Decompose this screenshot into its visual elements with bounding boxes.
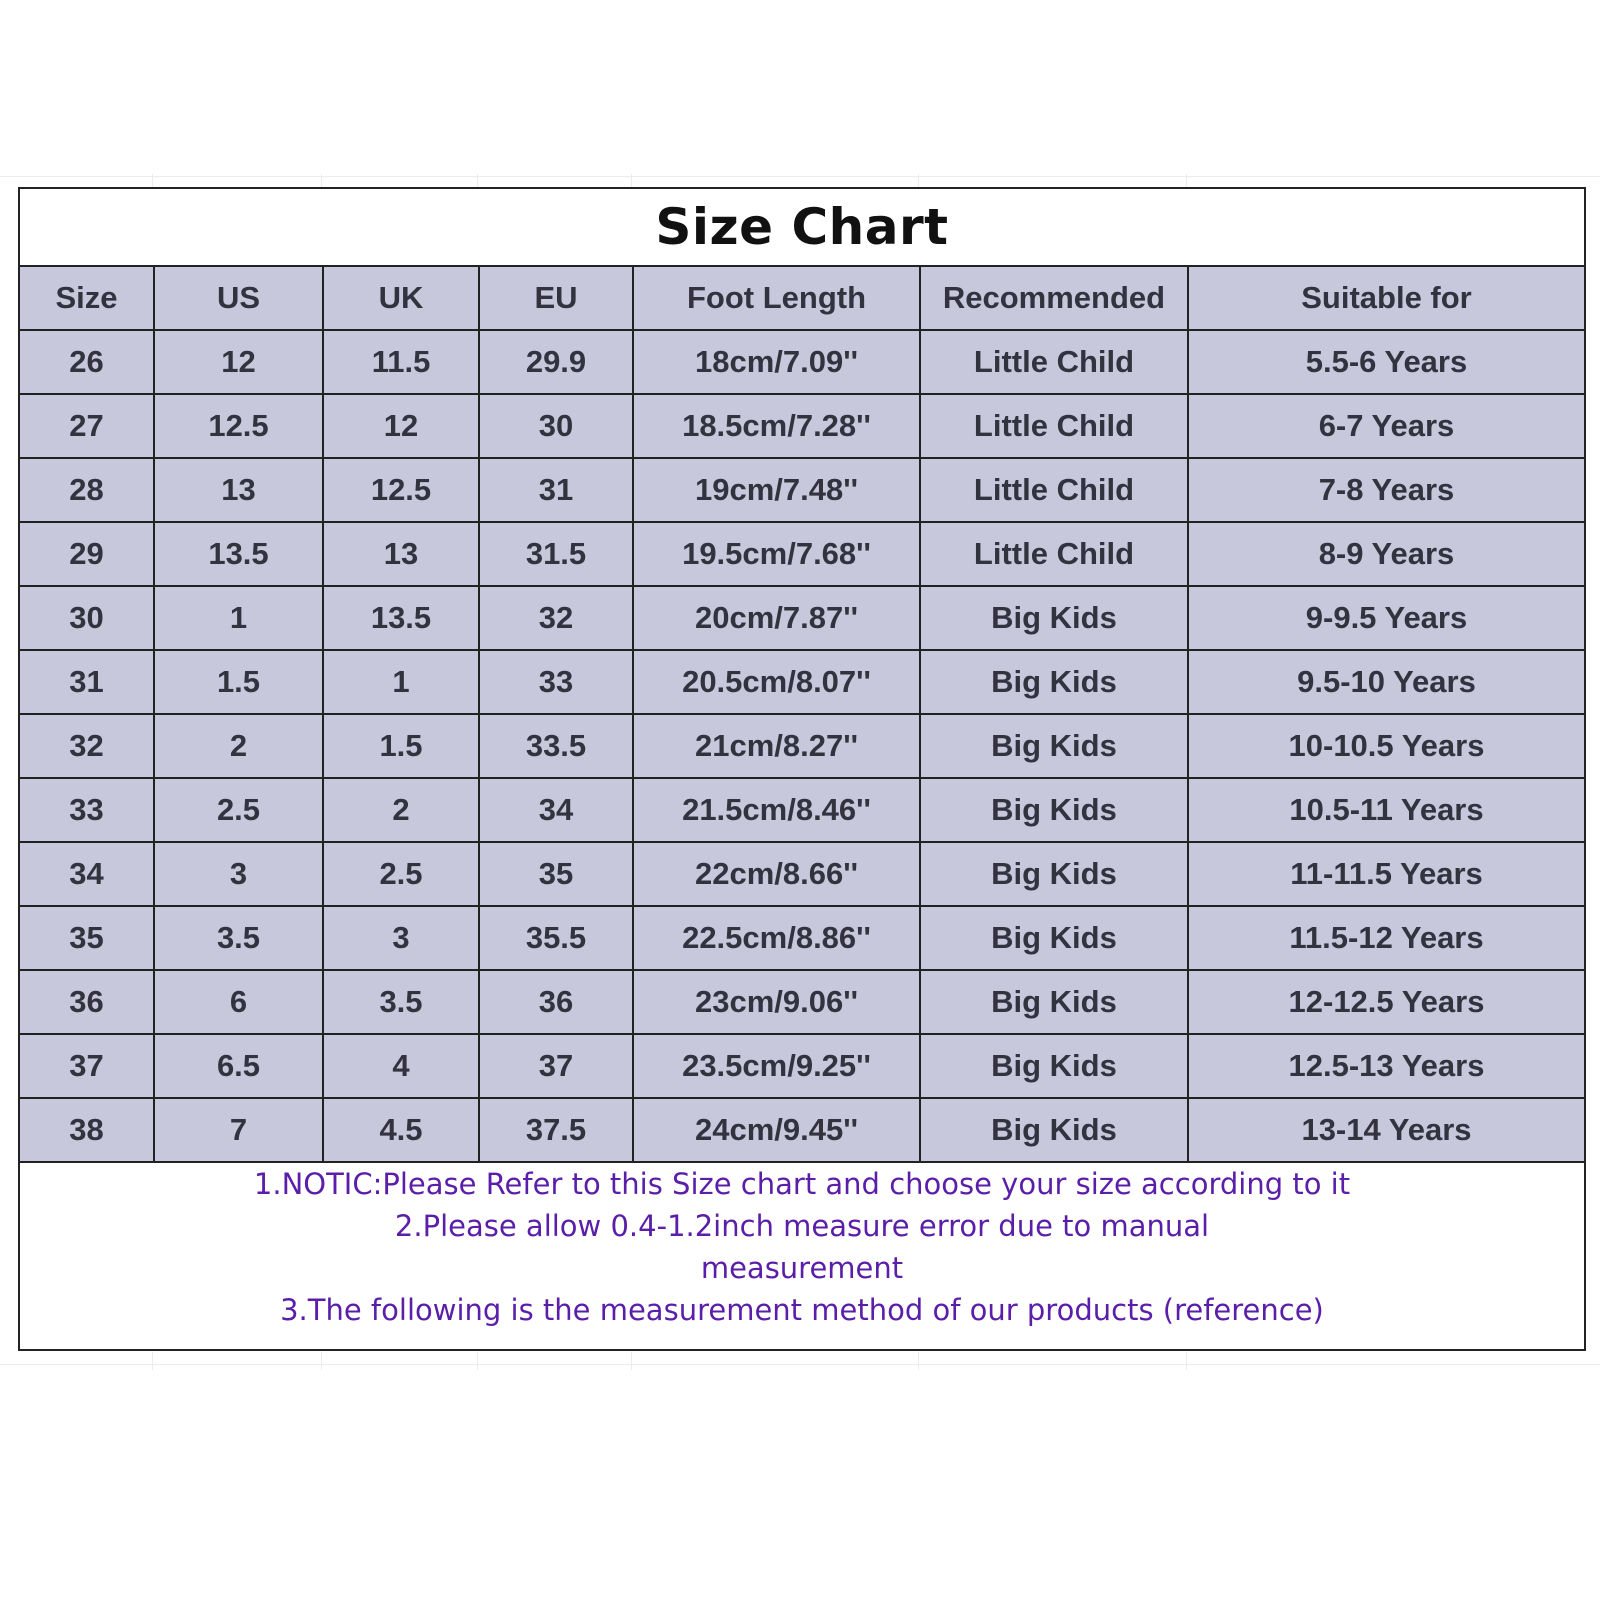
column-header: EU	[479, 267, 633, 330]
header-row	[20, 267, 1584, 330]
grid-line	[321, 1352, 322, 1370]
table-cell: 12-12.5 Years	[1188, 970, 1584, 1034]
table-cell: Big Kids	[920, 586, 1188, 650]
table-cell: Big Kids	[920, 714, 1188, 778]
column-header: Foot Length	[633, 267, 920, 330]
size-chart	[18, 187, 1586, 1351]
grid-line	[918, 174, 919, 188]
table-cell: 7-8 Years	[1188, 458, 1584, 522]
table-cell: 31	[20, 650, 154, 714]
table-cell: 32	[20, 714, 154, 778]
table-cell: 13.5	[323, 586, 479, 650]
table-cell: 21cm/8.27''	[633, 714, 920, 778]
table-cell: 33.5	[479, 714, 633, 778]
grid-line	[631, 1352, 632, 1370]
table-cell: 1.5	[154, 650, 323, 714]
grid-line	[0, 176, 1600, 177]
table-cell: 13	[154, 458, 323, 522]
table-cell: 3	[323, 906, 479, 970]
table-cell: Big Kids	[920, 970, 1188, 1034]
table-cell: 10-10.5 Years	[1188, 714, 1584, 778]
table-cell: Big Kids	[920, 1034, 1188, 1098]
table-row	[20, 842, 1584, 906]
table-cell: 2	[154, 714, 323, 778]
table-cell: 21.5cm/8.46''	[633, 778, 920, 842]
table-row	[20, 330, 1584, 394]
table-row	[20, 522, 1584, 586]
size-table	[20, 267, 1584, 1163]
table-cell: 27	[20, 394, 154, 458]
table-cell: Little Child	[920, 458, 1188, 522]
table-cell: 4.5	[323, 1098, 479, 1162]
table-cell: 9-9.5 Years	[1188, 586, 1584, 650]
table-cell: 33	[479, 650, 633, 714]
grid-line	[152, 174, 153, 188]
table-row	[20, 1098, 1584, 1162]
grid-line	[152, 1352, 153, 1370]
table-cell: 36	[479, 970, 633, 1034]
column-header: US	[154, 267, 323, 330]
grid-line	[918, 1352, 919, 1370]
table-cell: Big Kids	[920, 778, 1188, 842]
table-row	[20, 458, 1584, 522]
table-cell: 12	[154, 330, 323, 394]
table-cell: 32	[479, 586, 633, 650]
grid-line	[321, 174, 322, 188]
chart-title: Size Chart	[20, 189, 1584, 267]
table-cell: 19.5cm/7.68''	[633, 522, 920, 586]
table-cell: 13	[323, 522, 479, 586]
grid-line	[477, 174, 478, 188]
grid-line	[1186, 1352, 1187, 1370]
table-cell: Big Kids	[920, 1098, 1188, 1162]
note-line-3: 3.The following is the measurement method of our products (reference)	[280, 1293, 1324, 1327]
table-row	[20, 394, 1584, 458]
table-cell: 6	[154, 970, 323, 1034]
grid-line	[0, 1364, 1600, 1365]
table-cell: 37	[479, 1034, 633, 1098]
note-line-1: 1.NOTIC:Please Refer to this Size chart and choose your size according to it	[253, 1167, 1351, 1201]
table-cell: 22.5cm/8.86''	[633, 906, 920, 970]
table-body	[20, 330, 1584, 1162]
table-cell: 23cm/9.06''	[633, 970, 920, 1034]
table-cell: 5.5-6 Years	[1188, 330, 1584, 394]
table-cell: 33	[20, 778, 154, 842]
column-header: Size	[20, 267, 154, 330]
table-cell: 12.5	[323, 458, 479, 522]
table-cell: 35	[479, 842, 633, 906]
grid-line	[1186, 174, 1187, 188]
table-cell: Big Kids	[920, 906, 1188, 970]
note-line-2: 2.Please allow 0.4-1.2inch measure error due to manual measurement	[394, 1209, 1210, 1285]
table-cell: 9.5-10 Years	[1188, 650, 1584, 714]
table-row	[20, 1034, 1584, 1098]
table-cell: 26	[20, 330, 154, 394]
table-cell: Big Kids	[920, 842, 1188, 906]
column-header: UK	[323, 267, 479, 330]
table-cell: 2	[323, 778, 479, 842]
table-cell: 3	[154, 842, 323, 906]
table-row	[20, 970, 1584, 1034]
table-cell: 35.5	[479, 906, 633, 970]
table-cell: 7	[154, 1098, 323, 1162]
table-cell: 1.5	[323, 714, 479, 778]
table-cell: 20cm/7.87''	[633, 586, 920, 650]
table-cell: 36	[20, 970, 154, 1034]
table-row	[20, 586, 1584, 650]
table-cell: 31.5	[479, 522, 633, 586]
table-cell: 12	[323, 394, 479, 458]
table-row	[20, 906, 1584, 970]
table-cell: 10.5-11 Years	[1188, 778, 1584, 842]
table-cell: 3.5	[323, 970, 479, 1034]
table-cell: 12.5	[154, 394, 323, 458]
table-cell: 12.5-13 Years	[1188, 1034, 1584, 1098]
table-cell: 34	[20, 842, 154, 906]
table-cell: 23.5cm/9.25''	[633, 1034, 920, 1098]
table-cell: Little Child	[920, 394, 1188, 458]
table-cell: 35	[20, 906, 154, 970]
table-cell: 13-14 Years	[1188, 1098, 1584, 1162]
table-cell: 28	[20, 458, 154, 522]
table-cell: 38	[20, 1098, 154, 1162]
table-row	[20, 650, 1584, 714]
table-cell: 37	[20, 1034, 154, 1098]
table-cell: Big Kids	[920, 650, 1188, 714]
table-cell: 30	[20, 586, 154, 650]
table-cell: 11.5	[323, 330, 479, 394]
column-header: Suitable for	[1188, 267, 1584, 330]
column-header: Recommended	[920, 267, 1188, 330]
table-cell: 1	[323, 650, 479, 714]
table-cell: 2.5	[323, 842, 479, 906]
table-cell: 31	[479, 458, 633, 522]
table-cell: 2.5	[154, 778, 323, 842]
table-cell: 8-9 Years	[1188, 522, 1584, 586]
grid-line	[477, 1352, 478, 1370]
table-cell: 11.5-12 Years	[1188, 906, 1584, 970]
table-cell: 18cm/7.09''	[633, 330, 920, 394]
table-cell: Little Child	[920, 330, 1188, 394]
table-row	[20, 778, 1584, 842]
table-cell: 1	[154, 586, 323, 650]
table-cell: 22cm/8.66''	[633, 842, 920, 906]
notes	[20, 1163, 1584, 1331]
table-cell: 37.5	[479, 1098, 633, 1162]
table-cell: 4	[323, 1034, 479, 1098]
table-cell: 3.5	[154, 906, 323, 970]
table-cell: 11-11.5 Years	[1188, 842, 1584, 906]
table-cell: 20.5cm/8.07''	[633, 650, 920, 714]
table-cell: 18.5cm/7.28''	[633, 394, 920, 458]
table-cell: Little Child	[920, 522, 1188, 586]
table-cell: 29	[20, 522, 154, 586]
table-cell: 29.9	[479, 330, 633, 394]
grid-line	[631, 174, 632, 188]
table-cell: 34	[479, 778, 633, 842]
table-cell: 30	[479, 394, 633, 458]
table-cell: 24cm/9.45''	[633, 1098, 920, 1162]
table-row	[20, 714, 1584, 778]
table-cell: 19cm/7.48''	[633, 458, 920, 522]
table-cell: 13.5	[154, 522, 323, 586]
table-cell: 6.5	[154, 1034, 323, 1098]
table-cell: 6-7 Years	[1188, 394, 1584, 458]
